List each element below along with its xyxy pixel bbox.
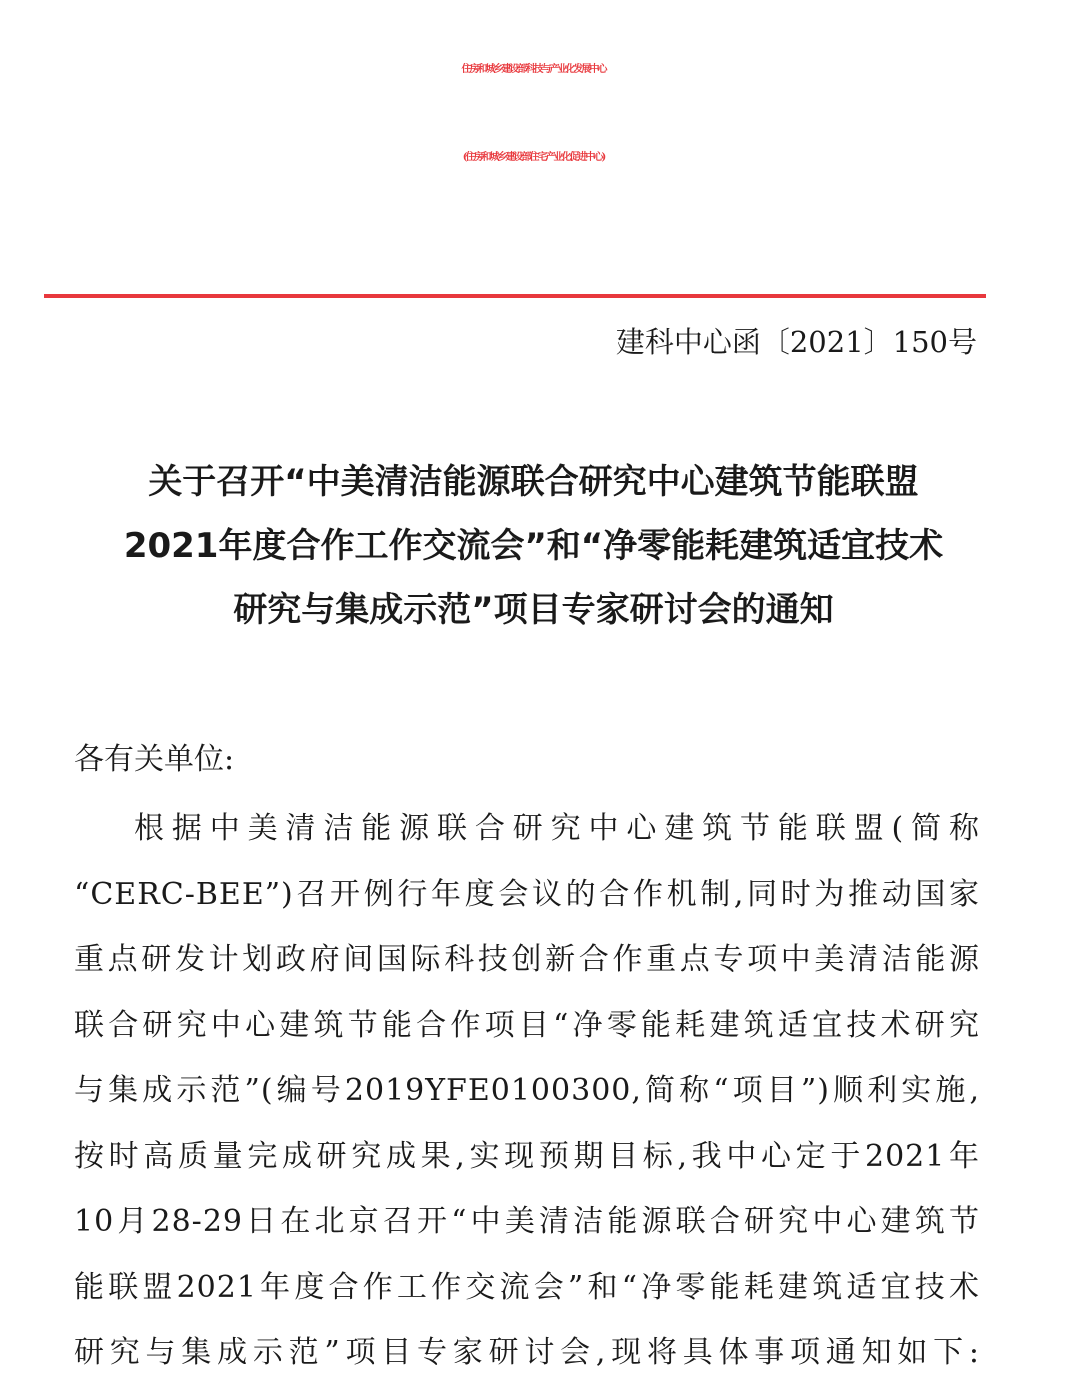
body-line: 重点研发计划政府间国际科技创新合作重点专项中美清洁能源 xyxy=(74,942,980,977)
body-line: “CERC-BEE”)召开例行年度会议的合作机制,同时为推动国家 xyxy=(74,876,980,912)
body-line: 按时高质量完成研究成果,实现预期目标,我中心定于2021年 xyxy=(74,1138,980,1174)
body-line: 10月28-29日在北京召开“中美清洁能源联合研究中心建筑节 xyxy=(74,1204,980,1239)
issuer-name: 住房和城乡建设部科技与产业化发展中心 xyxy=(461,64,606,75)
body-line: 研究与集成示范”项目专家研讨会,现将具体事项通知如下: xyxy=(74,1335,980,1370)
issuer-alias: (住房和城乡建设部住宅产业化促进中心) xyxy=(462,152,605,163)
document-title xyxy=(60,450,1007,642)
title-line: 研究与集成示范”项目专家研讨会的通知 xyxy=(233,590,834,630)
document-number: 建科中心函〔2021〕150号 xyxy=(615,325,977,359)
red-divider xyxy=(44,294,986,298)
title-line: 2021年度合作工作交流会”和“净零能耗建筑适宜技术 xyxy=(123,526,944,566)
body-paragraph xyxy=(74,796,980,1386)
body-line: 能联盟2021年度合作工作交流会”和“净零能耗建筑适宜技术 xyxy=(74,1269,980,1305)
body-line: 与集成示范”(编号2019YFE0100300,简称“项目”)顺利实施, xyxy=(74,1073,980,1108)
salutation: 各有关单位: xyxy=(74,742,235,777)
body-line: 根据中美清洁能源联合研究中心建筑节能联盟(简称 xyxy=(134,811,980,846)
title-line: 关于召开“中美清洁能源联合研究中心建筑节能联盟 xyxy=(148,462,919,502)
body-line: 联合研究中心建筑节能合作项目“净零能耗建筑适宜技术研究 xyxy=(74,1007,980,1043)
